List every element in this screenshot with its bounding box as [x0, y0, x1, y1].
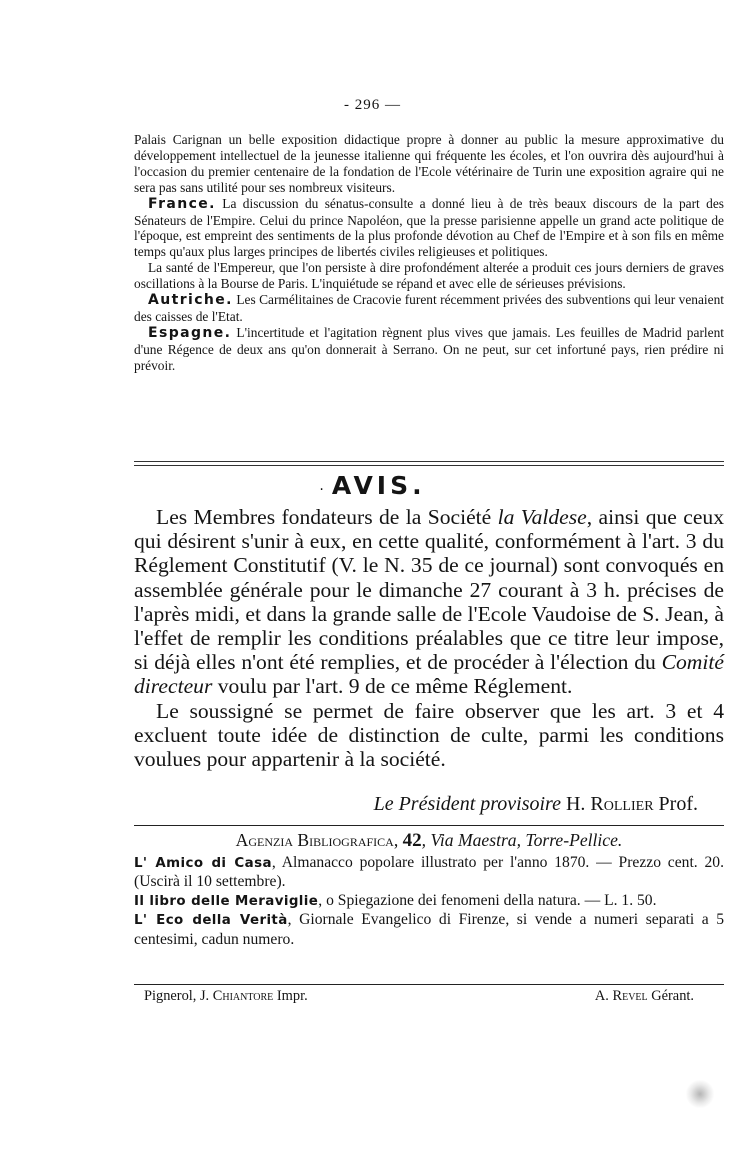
autriche-text: Les Carmélitaines de Cracovie furent récemment privées des subventions qui leur venaient des caisses de l'Etat.: [134, 292, 724, 324]
agency-address: , Via Maestra, Torre-Pellice.: [421, 830, 623, 850]
book-title: L' Eco della Verità: [134, 913, 288, 929]
agency-divider: [134, 825, 724, 826]
agency-heading: [134, 829, 724, 852]
agency-name: Agenzia Bibliografica,: [235, 830, 403, 850]
avis-text: Les Membres fondateurs de la Société: [156, 505, 498, 529]
espagne-text: L'incertitude et l'agitation règnent plus vives que jamais. Les feuilles de Madrid parlent d'une Régence de deux ans qu'on donnerait à Serrano. On ne peut, sur cet infortuné pays, rien prédire ni prévoir.: [134, 324, 724, 373]
imprint-text: A.: [594, 988, 613, 1004]
agency-section: [134, 829, 724, 949]
agency-item-3: [134, 911, 724, 949]
book-description: , Almanacco popolare illustrato per l'anno 1870. — Prezzo cent. 20. (Uscirà il 10 settembre).: [134, 854, 724, 891]
news-section: [134, 132, 724, 374]
signature-role: Le Président provisoire: [373, 793, 561, 815]
footer-divider: [134, 984, 724, 985]
country-heading-espagne: Espagne.: [148, 324, 232, 341]
avis-heading: [0, 471, 745, 500]
section-divider: [134, 461, 724, 466]
agency-number: 42: [402, 830, 422, 851]
news-paragraph-france: [134, 196, 724, 261]
avis-paragraph-2: Le soussigné se permet de faire observer que les art. 3 et 4 excluent toute idée de distinction de culte, parmi les conditions voulues pour appartenir à la société.: [134, 698, 724, 772]
manager-credit: [595, 988, 694, 1005]
france-text: La discussion du sénatus-consulte a donné lieu à de très beaux discours de la part des Sénateurs de l'Empire. Celui du prince Napoléon, que la presse parisienne appelle un grand acte politique de l'époque, est empreint des sentiments de la plus profonde dévotion au Chef de l'Empire et à son fils en même temps qu'aux plus larges principes de libertés civiles religieuses et politiques.: [134, 195, 724, 260]
printer-credit: [144, 988, 308, 1005]
book-title: Il libro delle Meraviglie: [134, 893, 319, 909]
imprint-text: Impr.: [273, 988, 308, 1004]
signature-name: H. Rollier: [560, 793, 654, 815]
heading-dot: ·: [319, 482, 324, 498]
signature-line: [134, 793, 698, 816]
book-description: , o Spiegazione dei fenomeni della natura. — L. 1. 50.: [318, 891, 657, 909]
news-paragraph-carignan: Palais Carignan un belle exposition didactique propre à donner au public la mesure approximative du développement intellectuel de la jeunesse italienne qui fréquente les écoles, et l'on ouvrira dès aujourd'hui à l'occasion du premier centenaire de la fondation de l'Ecole vétérinaire de Turin une exposition agraire qui ne sera pas sans utilité pour ses nombreux visiteurs.: [134, 132, 724, 195]
news-paragraph-sante: La santé de l'Empereur, que l'on persiste à dire profondément alterée a produit ces jours derniers de graves oscillations à la Bourse de Paris. L'inquiétude se répand et avec elle de sérieuses prévisions.: [134, 260, 724, 292]
imprint-text: Pignerol, J.: [144, 988, 213, 1004]
signature-title: Prof.: [653, 793, 698, 815]
committee-name: Comité directeur: [134, 650, 724, 699]
avis-text: voulu par l'art. 9 de ce même Réglement.: [212, 674, 573, 699]
manager-name: Revel: [612, 988, 648, 1004]
avis-text: , ainsi que ceux qui désirent s'unir à eux, en cette qualité, conformément à l'art. 3 du Réglement Constitutif (V. le N. 35 de ce journal) sont convoqués en assemblée générale pour le dimanche 27 courant à 3 h. précises de l'après midi, et dans la grande salle de l'Ecole Vaudoise de S. Jean, à l'effet de remplir les conditions préalables que ce titre leur impose, si déjà elles n'ont été remplies, et de procéder à l'élection du: [134, 505, 724, 675]
imprint-text: Gérant.: [647, 988, 694, 1004]
agency-item-1: [134, 854, 724, 892]
book-title: L' Amico di Casa: [134, 856, 272, 871]
printer-name: Chiantore: [212, 988, 274, 1004]
avis-notice: [134, 505, 724, 771]
country-heading-france: France.: [148, 195, 216, 212]
imprint-line: [144, 988, 694, 1005]
country-heading-autriche: Autriche.: [148, 292, 233, 309]
news-paragraph-espagne: [134, 325, 724, 374]
avis-paragraph-1: [134, 505, 724, 699]
page-number: - 296 —: [344, 97, 401, 113]
news-paragraph-autriche: [134, 292, 724, 325]
book-description: , Giornale Evangelico di Firenze, si vende a numeri separati a 5 centesimi, cadun numero.: [134, 911, 724, 948]
society-name: la Valdese: [497, 505, 587, 529]
ink-smudge: [685, 1080, 715, 1108]
avis-title-text: AVIS.: [331, 471, 426, 500]
agency-item-2: [134, 892, 724, 911]
